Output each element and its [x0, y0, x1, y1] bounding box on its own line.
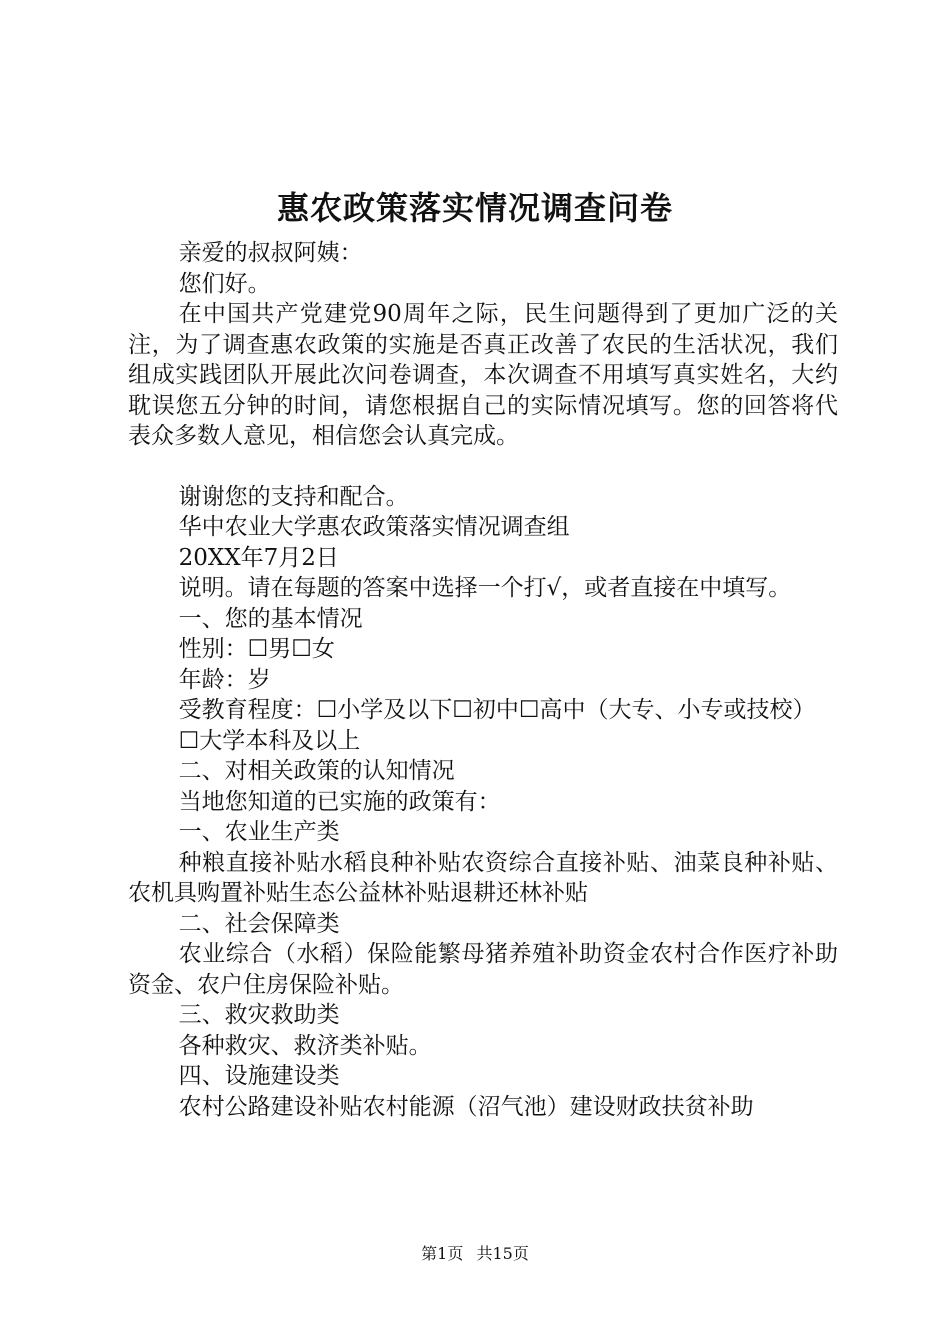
date: 20XX年7月2日 — [178, 544, 339, 571]
thanks: 谢谢您的支持和配合。 — [178, 483, 409, 510]
document-body — [128, 238, 838, 1122]
gender-question: 性别：☐男☐女 — [178, 636, 335, 662]
policies-intro: 当地您知道的已实施的政策有： — [178, 788, 501, 815]
category2-title: 二、社会保障类 — [178, 910, 340, 937]
category4-text: 农村公路建设补贴农村能源（沼气池）建设财政扶贫补助 — [178, 1093, 754, 1120]
category1-text: 种粮直接补贴水稻良种补贴农资综合直接补贴、油菜良种补贴、农机具购置补贴生态公益林补贴退耕还林补贴 — [128, 849, 838, 906]
category3-title: 三、救灾救助类 — [178, 1002, 340, 1028]
education-question: 受教育程度：☐小学及以下☐初中☐高中（大专、小专或技校） — [178, 697, 816, 723]
intro-paragraph: 在中国共产党建党90周年之际，民生问题得到了更加广泛的关注，为了调查惠农政策的实施是否真正改善了农民的生活状况，我们组成实践团队开展此次问卷调查，本次调查不用填写真实姓名，大约耽误您五分钟的时间，请您根据自己的实际情况填写。您的回答将代表众多数人意见，相信您会认真完成。 — [128, 301, 838, 449]
signature: 华中农业大学惠农政策落实情况调查组 — [178, 514, 570, 540]
category1-title: 一、农业生产类 — [178, 819, 340, 845]
page-total: 共15页 — [476, 1244, 529, 1263]
greeting: 亲爱的叔叔阿姨： — [178, 240, 363, 266]
age-question: 年龄：岁 — [178, 666, 271, 693]
education-more: ☐大学本科及以上 — [178, 727, 361, 754]
section1-title: 一、您的基本情况 — [178, 605, 363, 632]
category2-text: 农业综合（水稻）保险能繁母猪养殖补助资金农村合作医疗补助资金、农户住房保险补贴。 — [128, 941, 838, 998]
page-footer — [0, 1244, 950, 1264]
page-number: 第1页 — [421, 1244, 464, 1263]
category4-title: 四、设施建设类 — [178, 1063, 340, 1089]
instruction: 说明。请在每题的答案中选择一个打√，或者直接在中填写。 — [178, 575, 792, 601]
hello: 您们好。 — [178, 270, 271, 297]
category3-text: 各种救灾、救济类补贴。 — [178, 1032, 432, 1059]
document-title: 惠农政策落实情况调查问卷 — [276, 189, 673, 227]
section2-title: 二、对相关政策的认知情况 — [178, 758, 455, 784]
paragraph-gap — [128, 452, 838, 482]
